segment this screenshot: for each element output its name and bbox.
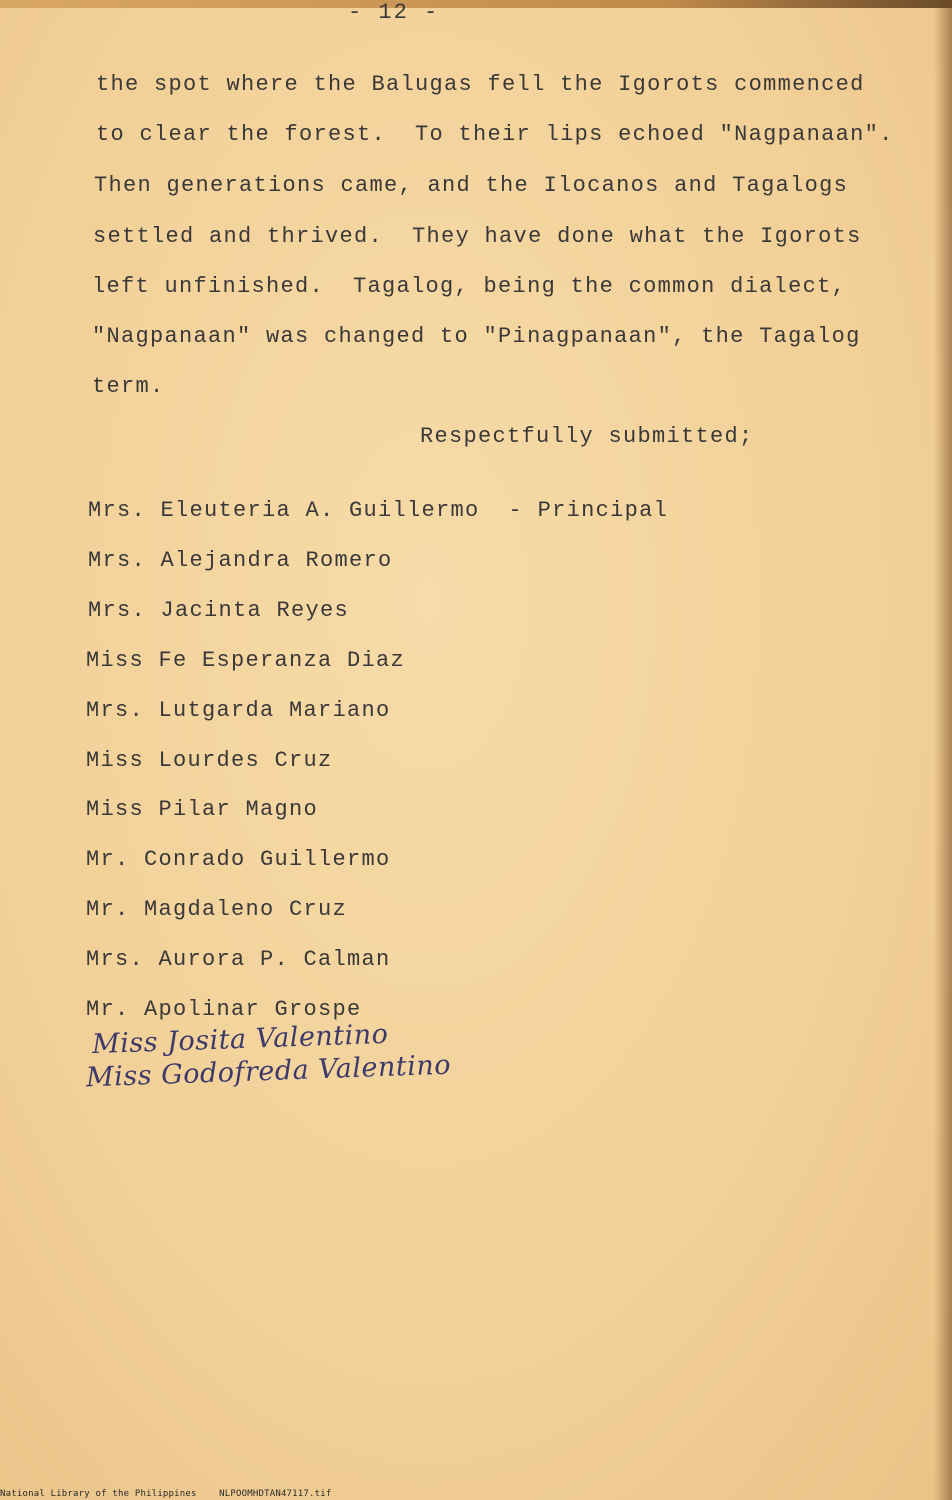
signatory: Mrs. Alejandra Romero bbox=[88, 548, 393, 573]
handwritten-signature: Miss Josita Valentino bbox=[91, 1018, 389, 1061]
paragraph-line: Then generations came, and the Ilocanos and Tagalogs bbox=[94, 173, 849, 198]
paragraph-line: "Nagpanaan" was changed to "Pinagpanaan", the Tagalog bbox=[92, 324, 861, 349]
paragraph-line: settled and thrived. They have done what the Igorots bbox=[93, 224, 862, 249]
paragraph-line: term. bbox=[92, 374, 165, 399]
closing-line: Respectfully submitted; bbox=[420, 424, 754, 449]
paragraph-line: to clear the forest. To their lips echoed "Nagpanaan". bbox=[96, 122, 894, 147]
handwritten-signature: Miss Godofreda Valentino bbox=[85, 1049, 452, 1094]
page-top-edge bbox=[0, 0, 952, 8]
archive-footer bbox=[0, 1489, 332, 1499]
signatory: Mrs. Jacinta Reyes bbox=[88, 598, 350, 623]
signatory: Mr. Conrado Guillermo bbox=[86, 847, 391, 872]
page-right-edge bbox=[934, 0, 952, 1500]
signatory: Mr. Magdaleno Cruz bbox=[86, 897, 348, 922]
paragraph-line: left unfinished. Tagalog, being the common dialect, bbox=[92, 274, 847, 299]
signatory: Mrs. Aurora P. Calman bbox=[86, 947, 391, 972]
signatory: Mrs. Lutgarda Mariano bbox=[86, 698, 391, 723]
page-number: - 12 - bbox=[348, 0, 440, 25]
signatory: Miss Lourdes Cruz bbox=[86, 748, 333, 773]
signatory: Mrs. Eleuteria A. Guillermo - Principal bbox=[88, 498, 669, 523]
footer-filename: NLPOOMHDTAN47117.tif bbox=[219, 1489, 332, 1499]
signatory: Miss Pilar Magno bbox=[86, 797, 319, 822]
signatory: Miss Fe Esperanza Diaz bbox=[86, 648, 406, 673]
footer-source: National Library of the Philippines bbox=[0, 1489, 197, 1499]
signatory: Mr. Apolinar Grospe bbox=[86, 997, 362, 1022]
paragraph-line: the spot where the Balugas fell the Igorots commenced bbox=[96, 72, 865, 97]
